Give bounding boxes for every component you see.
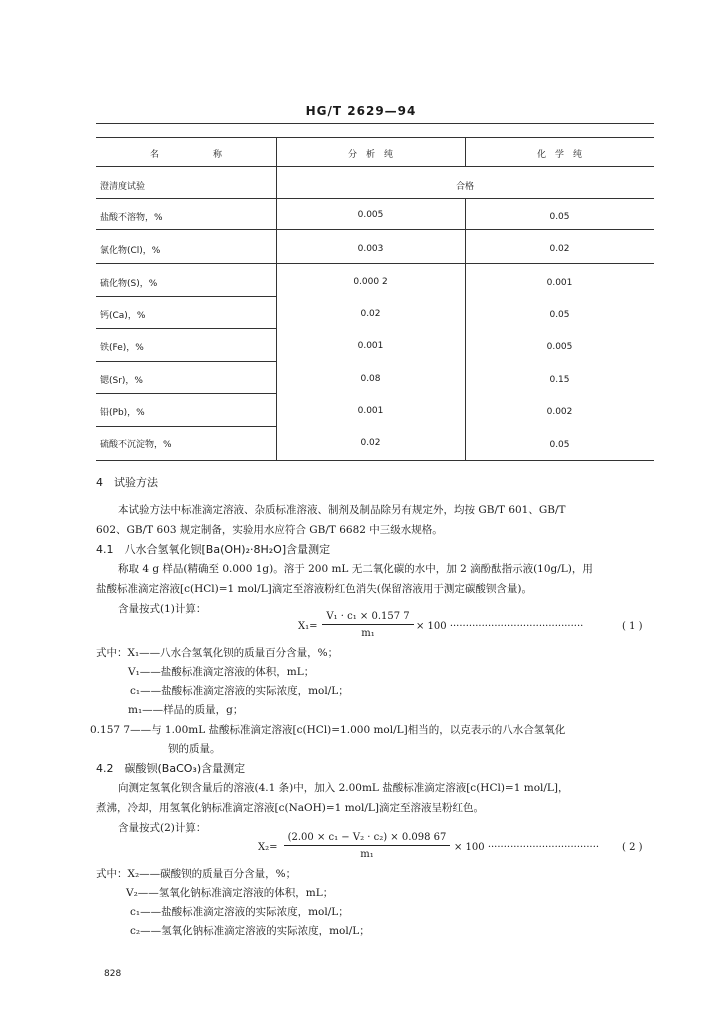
row-value-ar: 0.000 2 bbox=[353, 277, 388, 287]
paragraph: 本试验方法中标准滴定溶液、杂质标准溶液、制剂及制品除另有规定外，均按 GB/T 601、GB/T bbox=[118, 504, 566, 516]
definition: V₂——氢氧化钠标准滴定溶液的体积，mL； bbox=[126, 887, 334, 899]
definition: V₁——盐酸标准滴定溶液的体积，mL； bbox=[128, 666, 315, 678]
paragraph: 称取 4 g 样品(精确至 0.000 1g)。溶于 200 mL 无二氧化碳的水中，加 2 滴酚酞指示液(10g/L)，用 bbox=[118, 563, 593, 575]
page-number: 828 bbox=[104, 969, 122, 979]
formula-numerator: V₁ · c₁ × 0.157 7 bbox=[326, 611, 410, 622]
column-header: 分 析 纯 bbox=[347, 150, 393, 160]
row-label: 铁(Fe)，% bbox=[100, 343, 144, 353]
formula-denominator: m₁ bbox=[360, 849, 374, 860]
definition: c₁——盐酸标准滴定溶液的实际浓度，mol/L； bbox=[130, 906, 349, 918]
row-value-cp: 0.005 bbox=[546, 342, 573, 352]
definition-continued: 钡的质量。 bbox=[168, 743, 221, 755]
subsection-heading: 4.1 八水合氢氧化钡[Ba(OH)₂·8H₂O]含量测定 bbox=[96, 543, 331, 556]
row-value-ar: 0.005 bbox=[357, 210, 384, 220]
row-label: 澄清度试验 bbox=[100, 182, 146, 192]
row-value-cp: 0.05 bbox=[549, 212, 570, 222]
definition: c₁——盐酸标准滴定溶液的实际浓度，mol/L； bbox=[130, 685, 349, 697]
row-value-cp: 0.05 bbox=[549, 440, 570, 450]
column-header: 名 称 bbox=[149, 150, 222, 160]
row-label: 钙(Ca)，% bbox=[100, 311, 146, 321]
section-heading: 4 试验方法 bbox=[96, 476, 158, 489]
paragraph: 盐酸标准滴定溶液[c(HCl)=1 mol/L]滴定至溶液粉红色消失(保留溶液用于测定碳酸钡含量)。 bbox=[96, 583, 532, 595]
formula-tail: × 100 ·········································· bbox=[416, 621, 584, 632]
paragraph: 含量按式(1)计算： bbox=[118, 603, 207, 615]
row-value-cp: 0.15 bbox=[549, 375, 570, 385]
row-value-cp: 0.002 bbox=[546, 407, 573, 417]
standard-header: HG/T 2629—94 bbox=[305, 104, 417, 118]
row-label: 硫酸不沉淀物，% bbox=[100, 440, 172, 450]
table-bottom-rule bbox=[96, 460, 654, 461]
table-header-rule bbox=[96, 166, 654, 167]
row-rule bbox=[96, 198, 654, 199]
formula-lhs: X₂= bbox=[258, 842, 278, 853]
column-header: 化 学 纯 bbox=[536, 150, 582, 160]
row-label: 锶(Sr)，% bbox=[100, 376, 143, 386]
formula-denominator: m₁ bbox=[361, 628, 375, 639]
formula-tail: × 100 ··································· bbox=[454, 842, 600, 853]
row-value-ar: 0.001 bbox=[357, 406, 384, 416]
where-clause: 式中：X₂——碳酸钡的质量百分含量，%； bbox=[96, 868, 297, 880]
row-value-cp: 0.05 bbox=[549, 310, 570, 320]
row-value-cp: 0.001 bbox=[546, 278, 573, 288]
row-rule bbox=[96, 393, 276, 394]
definition: c₂——氢氧化钠标准滴定溶液的实际浓度，mol/L； bbox=[130, 925, 370, 937]
formula-numerator: (2.00 × c₁ − V₂ · c₂) × 0.098 67 bbox=[287, 832, 447, 843]
row-value-ar: 0.08 bbox=[360, 374, 381, 384]
equation-number: ( 1 ) bbox=[622, 621, 643, 632]
row-label: 氯化物(Cl)，% bbox=[100, 246, 161, 256]
table-top-rule-2 bbox=[96, 137, 654, 138]
table-top-rule bbox=[96, 123, 654, 124]
row-label: 铅(Pb)，% bbox=[100, 408, 145, 418]
row-value-ar: 0.02 bbox=[360, 438, 381, 448]
where-clause: 式中：X₁——八水合氢氧化钡的质量百分含量，%； bbox=[96, 647, 339, 659]
row-label: 硫化物(S)，% bbox=[100, 279, 158, 289]
row-label: 盐酸不溶物，% bbox=[100, 213, 163, 223]
row-value-ar: 0.001 bbox=[357, 341, 384, 351]
paragraph: 602、GB/T 603 规定制备，实验用水应符合 GB/T 6682 中三级水规格。 bbox=[96, 524, 443, 536]
paragraph: 煮沸，冷却，用氢氧化钠标准滴定溶液[c(NaOH)=1 mol/L]滴定至溶液呈粉红色。 bbox=[96, 802, 484, 814]
row-value-ar: 0.003 bbox=[357, 244, 384, 254]
definition: m₁——样品的质量，g； bbox=[128, 704, 244, 716]
paragraph: 含量按式(2)计算： bbox=[118, 822, 207, 834]
equation-number: ( 2 ) bbox=[622, 842, 643, 853]
row-value-cp: 0.02 bbox=[549, 244, 570, 254]
row-value-ar: 0.02 bbox=[360, 309, 381, 319]
row-rule bbox=[96, 263, 654, 264]
row-rule bbox=[96, 426, 276, 427]
row-rule bbox=[96, 328, 276, 329]
fraction-bar bbox=[322, 624, 414, 625]
row-rule bbox=[96, 296, 276, 297]
row-value-merged: 合格 bbox=[455, 182, 474, 192]
subsection-heading: 4.2 碳酸钡(BaCO₃)含量测定 bbox=[96, 762, 246, 775]
formula-lhs: X₁= bbox=[298, 621, 318, 632]
row-rule bbox=[96, 361, 276, 362]
definition: 0.157 7——与 1.00mL 盐酸标准滴定溶液[c(HCl)=1.000 mol/L]相当的，以克表示的八水合氢氧化 bbox=[90, 724, 566, 736]
paragraph: 向测定氢氧化钡含量后的溶液(4.1 条)中，加入 2.00mL 盐酸标准滴定溶液[c(HCl)=1 mol/L]， bbox=[118, 782, 569, 794]
col-rule bbox=[465, 198, 466, 460]
fraction-bar bbox=[284, 845, 450, 846]
row-rule bbox=[96, 229, 654, 230]
